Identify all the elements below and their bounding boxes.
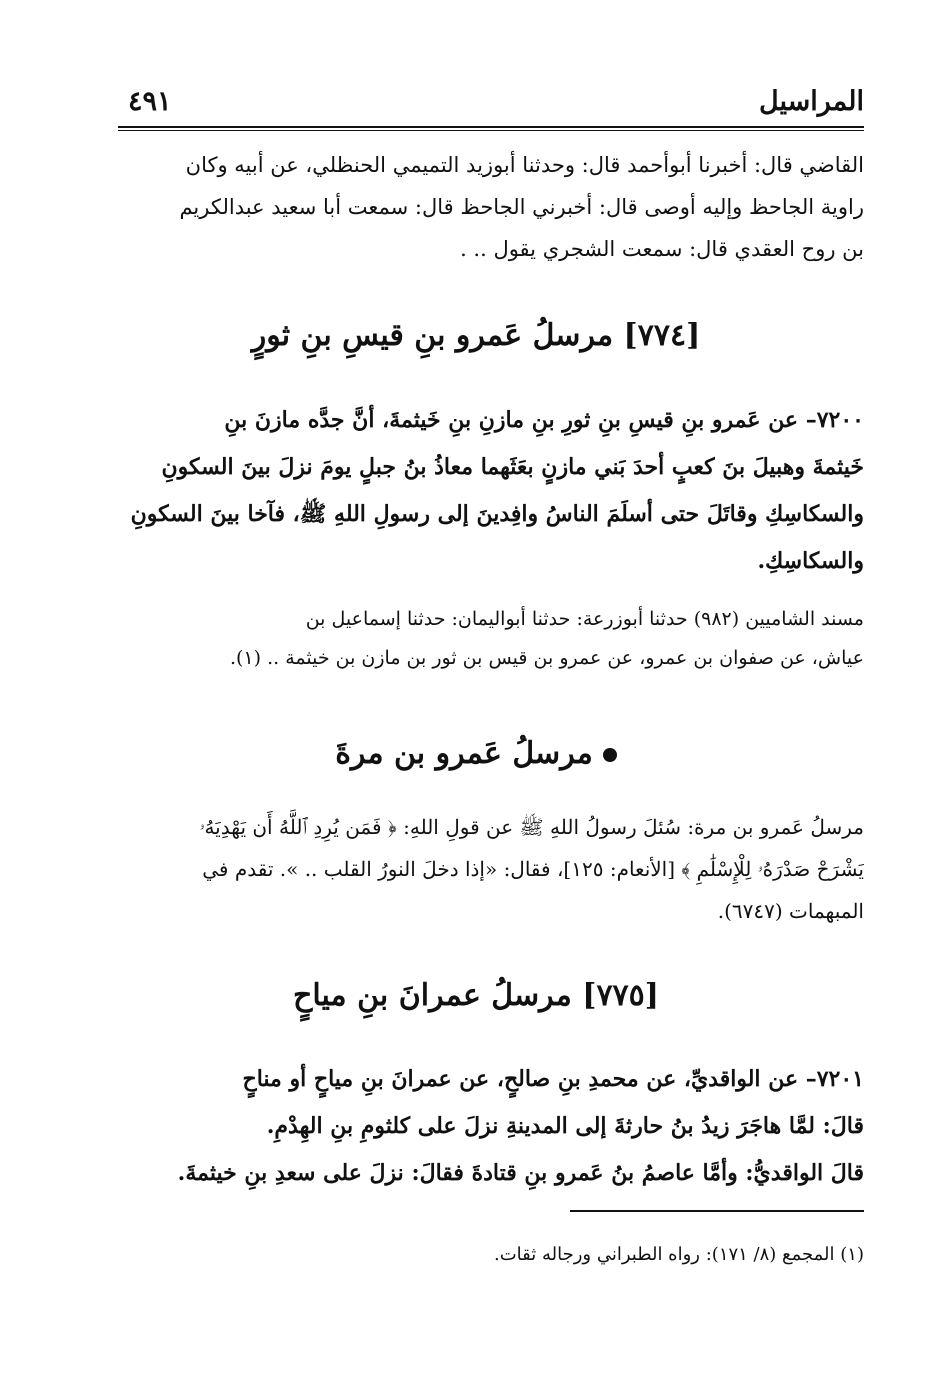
source-citation xyxy=(118,600,864,678)
text-line: مرسلُ عَمرو بن مرة: سُئلَ رسولُ اللهِ ﷺ عن قولِ اللهِ: ﴿ فَمَن يُرِدِ ٱللَّهُ أَن يَهْدِيَهُۥ xyxy=(199,815,864,839)
text-line: والسكاسِكِ. xyxy=(757,548,864,574)
section-heading-774: [٧٧٤] مرسلُ عَمرو بنِ قيسِ بنِ ثورٍ xyxy=(251,318,701,353)
text-line: قالَ: لمَّا هاجَرَ زيدُ بنُ حارثةَ إلى المدينةِ نزلَ على كلثومِ بنِ الهِدْمِ. xyxy=(266,1113,864,1139)
text-line: قالَ الواقديُّ: وأمَّا عاصمُ بنُ عَمرو بنِ قتادةَ فقالَ: نزلَ على سعدِ بنِ خيثمةَ. xyxy=(177,1160,864,1186)
hadith-7201 xyxy=(118,1056,864,1197)
footnote-rule xyxy=(570,1210,864,1212)
text-line: ٧٢٠٠– عن عَمرو بنِ قيسِ بنِ ثورِ بنِ مازنِ بنِ خَيثمةَ، أنَّ جدَّه مازنَ بنِ xyxy=(224,407,864,433)
bullet-icon xyxy=(603,748,617,762)
heading-text: مرسلُ عَمرو بن مرةَ xyxy=(335,736,593,771)
footnote: (١) المجمع (٨/ ١٧١): رواه الطبراني ورجاله ثقات. xyxy=(493,1244,864,1265)
text-line: ٧٢٠١– عن الواقديِّ، عن محمدِ بنِ صالحٍ، عن عمرانَ بنِ مياحٍ أو مناحٍ xyxy=(242,1066,864,1092)
running-title: المراسيل xyxy=(759,86,864,117)
text-line: المبهمات (٦٧٤٧). xyxy=(717,899,864,923)
text-line: خَيثمةَ وهبيلَ بنَ كعبٍ أحدَ بَني مازنٍ بعَثَهما معاذُ بنُ جبلٍ يومَ نزلَ بينَ السكونِ xyxy=(161,454,864,480)
page-header xyxy=(118,78,864,126)
text-line: والسكاسِكِ وقاتَلَ حتى أسلَمَ الناسُ وافِدينَ إلى رسولِ اللهِ ﷺ، فآخا بينَ السكونِ xyxy=(130,501,864,527)
text-line: بن روح العقدي قال: سمعت الشجري يقول .. . xyxy=(460,237,864,261)
text-line: القاضي قال: أخبرنا أبوأحمد قال: وحدثنا أبوزيد التميمي الحنظلي، عن أبيه وكان xyxy=(185,153,864,177)
murrah-paragraph xyxy=(118,806,864,932)
section-heading-775: [٧٧٥] مرسلُ عمرانَ بنِ مياحٍ xyxy=(293,978,659,1013)
page-number: ٤٩١ xyxy=(128,86,172,117)
header-rule-thin xyxy=(118,130,864,131)
intro-paragraph xyxy=(118,144,864,270)
text-line: راوية الجاحظ وإليه أوصى قال: أخبرني الجاحظ قال: سمعت أبا سعيد عبدالكريم xyxy=(179,195,864,219)
header-rule xyxy=(118,126,864,128)
text-line: عياش، عن صفوان بن عمرو، عن عمرو بن قيس بن ثور بن مازن بن خيثمة .. (١). xyxy=(229,647,864,669)
text-line: يَشْرَحْ صَدْرَهُۥ لِلْإِسْلَٰمِ ﴾ [الأنعام: ١٢٥]، فقال: «إذا دخلَ النورُ القلب .. ». تقدم في xyxy=(202,857,864,881)
text-line: مسند الشاميين (٩٨٢) حدثنا أبوزرعة: حدثنا أبواليمان: حدثنا إسماعيل بن xyxy=(305,608,864,630)
hadith-7200 xyxy=(118,397,864,585)
section-heading-murrah xyxy=(88,736,864,771)
